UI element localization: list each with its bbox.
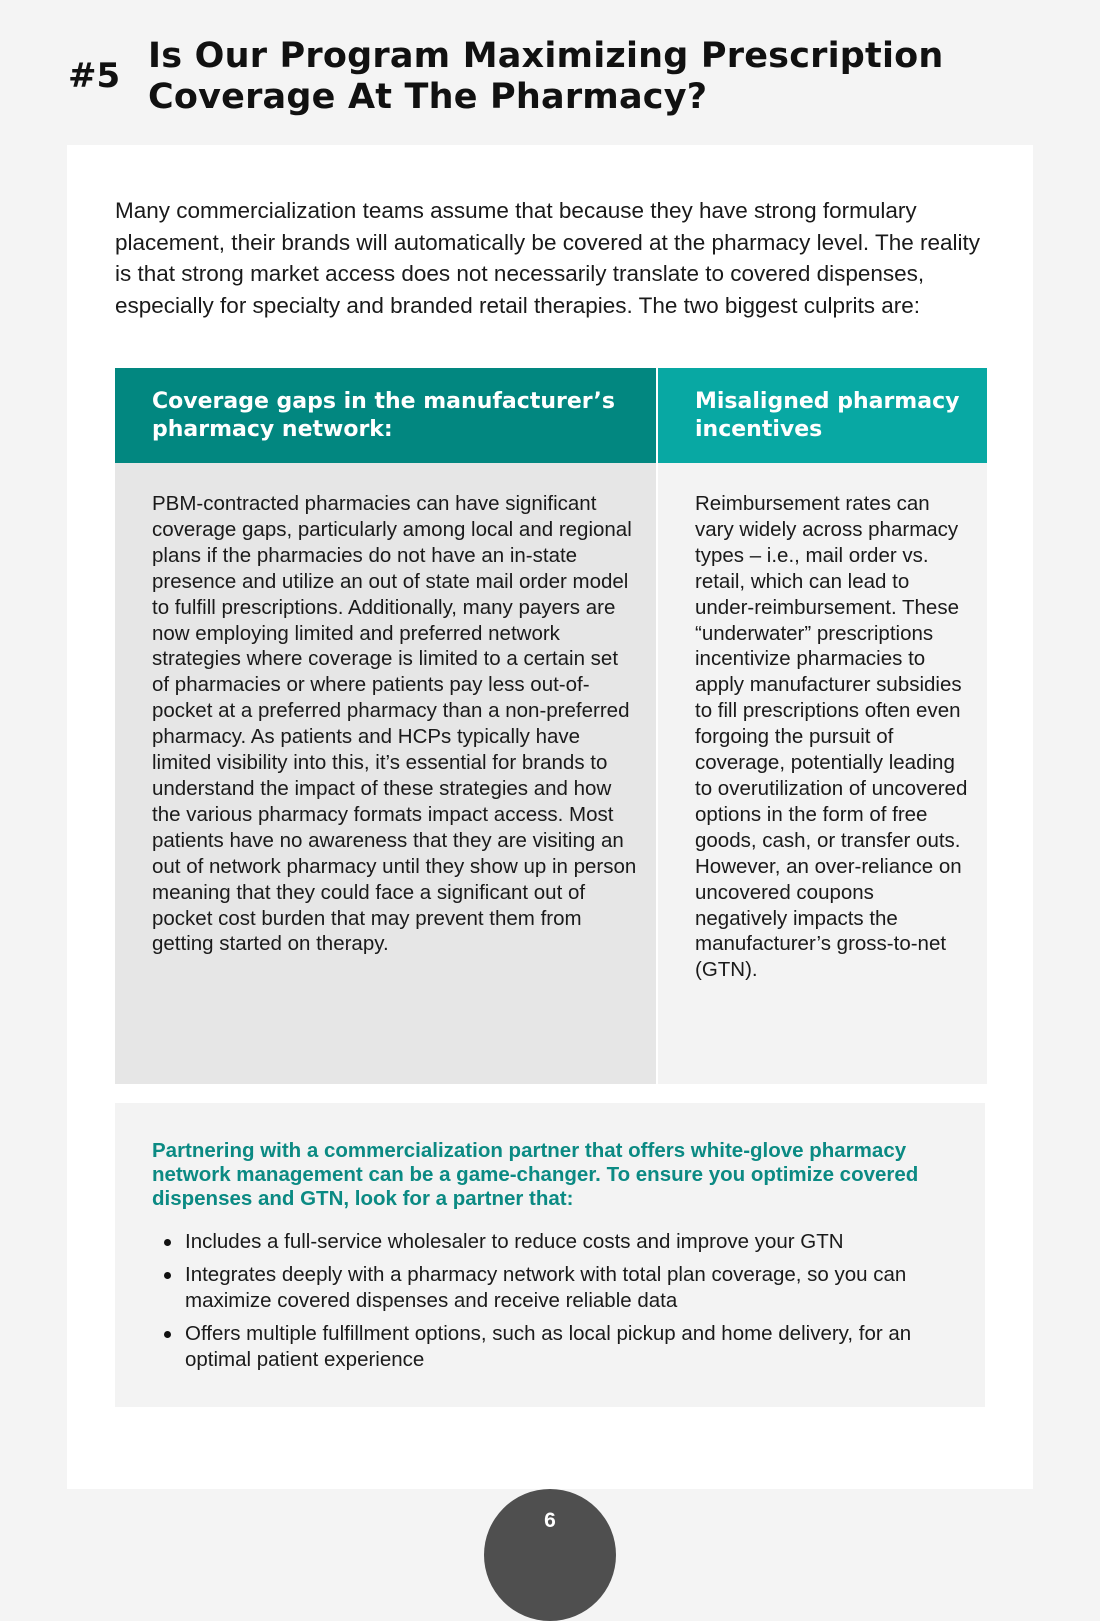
list-item	[152, 1262, 962, 1314]
column-body-text: PBM-contracted pharmacies can have significant coverage gaps, particularly among local and regional plans if the pharmacies do not have an in-state presence and utilize an out of state mail order model to fulfill prescriptions. Additionally, many payers are now employing limited and preferred network strategies where coverage is limited to a certain set of pharmacies or where patients pay less out-of-pocket at a preferred pharmacy than a non-preferred pharmacy. As patients and HCPs typically have limited visibility into this, it’s essential for brands to understand the impact of these strategies and how the various pharmacy formats impact access. Most patients have no awareness that they are visiting an out of network pharmacy until they show up in person meaning that they could face a significant out of pocket cost burden that may prevent them from getting started on therapy.	[152, 492, 637, 956]
column-header-coverage-gaps	[115, 368, 656, 463]
partner-callout	[115, 1103, 985, 1407]
page-header	[68, 36, 1028, 120]
column-header-misaligned-incentives	[658, 368, 987, 463]
page-number: 6	[544, 1509, 556, 1532]
list-item-text: Includes a full-service wholesaler to reduce costs and improve your GTN	[185, 1230, 844, 1253]
page-title: Is Our Program Maximizing Prescription Coverage At The Pharmacy?	[148, 36, 944, 117]
section-number: #5	[68, 56, 121, 96]
intro-paragraph: Many commercialization teams assume that because they have strong formulary placement, their brands will automatically be covered at the pharmacy level. The reality is that strong market access does not necessarily translate to covered dispenses, especially for specialty and branded retail therapies. The two biggest culprits are:	[115, 198, 981, 318]
content-card	[67, 145, 1033, 1489]
culprits-table	[115, 368, 987, 1084]
bullet-icon	[164, 1239, 171, 1246]
column-body-misaligned-incentives	[658, 463, 987, 1084]
page-number-badge	[484, 1489, 616, 1621]
column-body-text: Reimbursement rates can vary widely across pharmacy types – i.e., mail order vs. retail, which can lead to under-reimbursement. These “underwater” prescriptions incentivize pharmacies to apply manufacturer subsidies to fill prescriptions often even forgoing the pursuit of coverage, potentially leading to overutilization of uncovered options in the form of free goods, cash, or transfer outs. However, an over-reliance on uncovered coupons negatively impacts the manufacturer’s gross-to-net (GTN).	[695, 492, 968, 982]
column-body-coverage-gaps	[115, 463, 656, 1084]
list-item	[152, 1229, 962, 1255]
list-item	[152, 1321, 962, 1373]
column-heading-text: Misaligned pharmacy incentives	[695, 389, 960, 442]
partner-criteria-list	[152, 1229, 962, 1380]
list-item-text: Integrates deeply with a pharmacy network with total plan coverage, so you can maximize covered dispenses and receive reliable data	[185, 1263, 907, 1312]
bullet-icon	[164, 1331, 171, 1338]
callout-lead-text: Partnering with a commercialization partner that offers white-glove pharmacy network management can be a game-changer. To ensure you optimize covered dispenses and GTN, look for a partner that:	[152, 1139, 919, 1210]
list-item-text: Offers multiple fulfillment options, such as local pickup and home delivery, for an optimal patient experience	[185, 1322, 912, 1371]
bullet-icon	[164, 1272, 171, 1279]
column-heading-text: Coverage gaps in the manufacturer’s pharmacy network:	[152, 389, 615, 442]
